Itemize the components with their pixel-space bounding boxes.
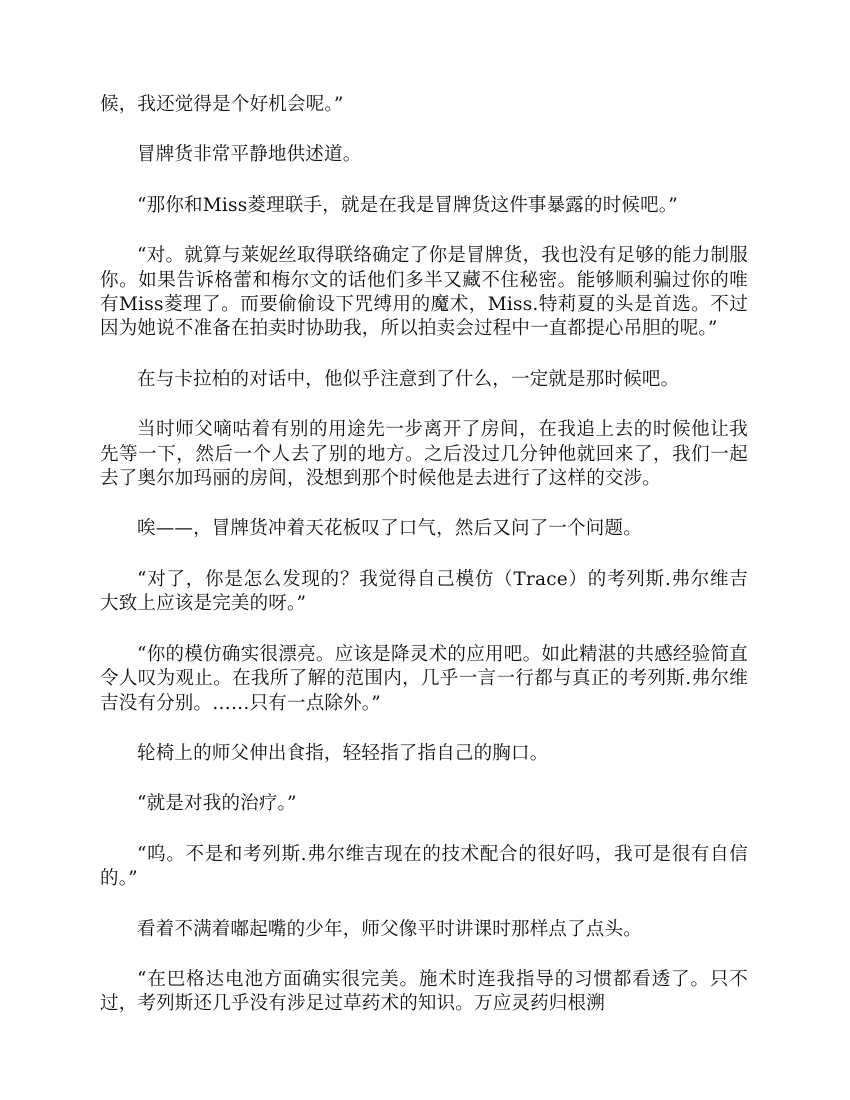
body-text [100, 93, 748, 1043]
paragraph-3: “那你和Miss菱理联手，就是在我是冒牌货这件事暴露的时候吧。” [137, 194, 678, 216]
paragraph-12: “呜。不是和考列斯.弗尔维吉现在的技术配合的很好吗，我可是很有自信的。” [100, 843, 748, 890]
paragraph-11: “就是对我的治疗。” [137, 793, 297, 815]
paragraph-5: 在与卡拉柏的对话中，他似乎注意到了什么，一定就是那时候吧。 [137, 368, 680, 390]
paragraph-6: 当时师父嘀咕着有别的用途先一步离开了房间，在我追上去的时候他让我先等一下，然后一个人去了别的地方。之后没过几分钟他就回来了，我们一起去了奥尔加玛丽的房间，没想到那个时候他是去进行了这样的交涉。 [100, 419, 748, 490]
paragraph-14: “在巴格达电池方面确实很完美。施术时连我指导的习惯都看透了。只不过，考列斯还几乎没有涉足过草药术的知识。万应灵药归根溯 [100, 968, 748, 1015]
paragraph-8: “对了，你是怎么发现的？我觉得自己模仿（Trace）的考列斯.弗尔维吉大致上应该是完美的呀。” [100, 568, 748, 615]
paragraph-2: 冒牌货非常平静地供述道。 [137, 144, 362, 166]
paragraph-9: “你的模仿确实很漂亮。应该是降灵术的应用吧。如此精湛的共感经验简直令人叹为观止。在我所了解的范围内，几乎一言一行都与真正的考列斯.弗尔维吉没有分别。……只有一点除外。” [100, 643, 748, 714]
paragraph-1: 候，我还觉得是个好机会呢。” [100, 94, 344, 115]
paragraph-7: 唉——，冒牌货冲着天花板叹了口气，然后又问了一个问题。 [137, 518, 642, 540]
paragraph-13: 看着不满着嘟起嘴的少年，师父像平时讲课时那样点了点头。 [137, 918, 642, 940]
paragraph-4: “对。就算与莱妮丝取得联络确定了你是冒牌货，我也没有足够的能力制服你。如果告诉格蕾和梅尔文的话他们多半又藏不住秘密。能够顺利骗过你的唯有Miss菱理了。而要偷偷设下咒缚用的魔术，Miss.特莉夏的头是首选。不过因为她说不准备在拍卖时协助我，所以拍卖会过程中一直都提心吊胆的呢。” [100, 245, 748, 340]
paragraph-10: 轮椅上的师父伸出食指，轻轻指了指自己的胸口。 [137, 742, 549, 764]
